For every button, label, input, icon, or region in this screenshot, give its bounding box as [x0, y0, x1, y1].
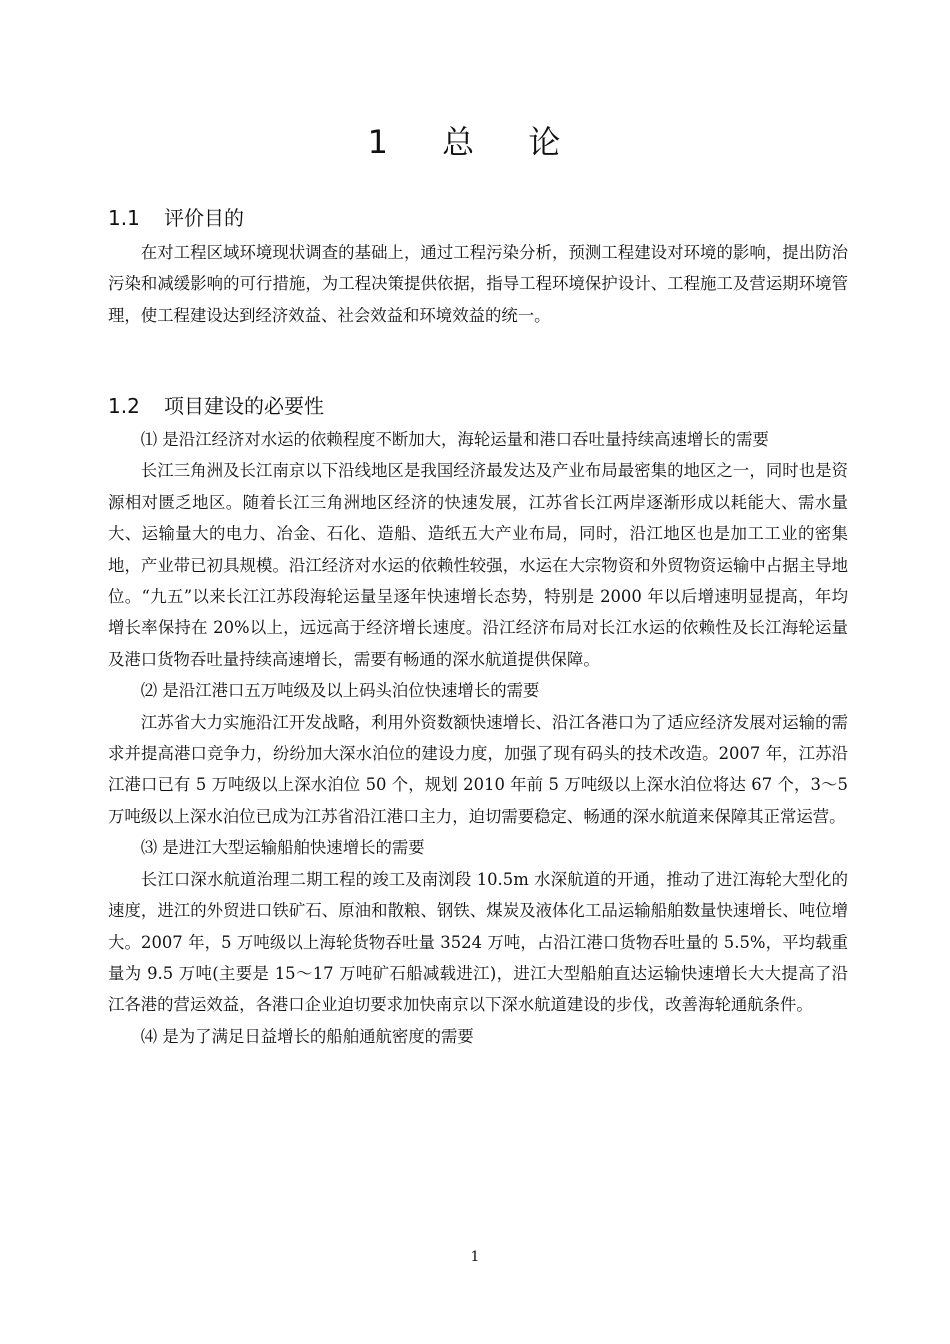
- item-body: 长江三角洲及长江南京以下沿线地区是我国经济最发达及产业布局最密集的地区之一，同时也是资源相对匮乏地区。随着长江三角洲地区经济的快速发展，江苏省长江两岸逐渐形成以耗能大、需水量大、运输量大的电力、冶金、石化、造船、造纸五大产业布局，同时，沿江地区也是加工工业的密集地，产业带已初具规模。沿江经济对水运的依赖性较强，水运在大宗物资和外贸物资运输中占据主导地位。“九五”以来长江江苏段海轮运量呈逐年快速增长态势，特别是 2000 年以后增速明显提高，年均增长率保持在 20%以上，远远高于经济增长速度。沿江经济布局对长江水运的依赖性及长江海轮运量及港口货物吞吐量持续高速增长，需要有畅通的深水航道提供保障。: [108, 461, 848, 669]
- section-number: 1.1: [108, 206, 140, 230]
- page-number: 1: [470, 1249, 480, 1265]
- section-heading: [108, 203, 848, 233]
- item-body: 江苏省大力实施沿江开发战略，利用外资数额快速增长、沿江各港口为了适应经济发展对运输的需求并提高港口竞争力，纷纷加大深水泊位的建设力度，加强了现有码头的技术改造。2007 年，江苏沿江港口已有 5 万吨级以上深水泊位 50 个，规划 2010 年前 5 万吨级以上深水泊位将达 67 个，3～5 万吨级以上深水泊位已成为江苏省沿江港口主力，迫切需要稳定、畅通的深水航道来保障其正常运营。: [108, 712, 848, 826]
- item-heading: ⑵ 是沿江港口五万吨级及以上码头泊位快速增长的需要: [140, 681, 540, 701]
- section-heading: [108, 391, 848, 421]
- item-list: [108, 424, 848, 1052]
- section-number: 1.2: [108, 394, 140, 418]
- chapter-title: 1 总 论: [367, 123, 583, 161]
- item-body: 长江口深水航道治理二期工程的竣工及南浏段 10.5m 水深航道的开通，推动了进江海轮大型化的速度，进江的外贸进口铁矿石、原油和散粮、钢铁、煤炭及液体化工品运输船舶数量快速增长、吨位增大。2007 年，5 万吨级以上海轮货物吞吐量 3524 万吨，占沿江港口货物吞吐量的 5.5%，平均载重量为 9.5 万吨(主要是 15～17 万吨矿石船减载进江)，进江大型船舶直达运输快速增长大大提高了沿江各港的营运效益，各港口企业迫切要求加快南京以下深水航道建设的步伐，改善海轮通航条件。: [108, 869, 848, 1015]
- paragraph: 在对工程区域环境现状调查的基础上，通过工程污染分析，预测工程建设对环境的影响，提出防治污染和减缓影响的可行措施，为工程决策提供依据，指导工程环境保护设计、工程施工及营运期环境管理，使工程建设达到经济效益、社会效益和环境效益的统一。: [108, 243, 848, 325]
- item-heading: ⑴ 是沿江经济对水运的依赖程度不断加大，海轮运量和港口吞吐量持续高速增长的需要: [140, 430, 769, 449]
- item-heading: ⑶ 是进江大型运输船舶快速增长的需要: [140, 838, 425, 858]
- item-heading: ⑷ 是为了满足日益增长的船舶通航密度的需要: [140, 1026, 474, 1046]
- section-evaluation-purpose: [108, 203, 848, 331]
- section-title: 评价目的: [164, 206, 244, 230]
- section-project-necessity: [108, 391, 848, 1052]
- section-title: 项目建设的必要性: [164, 394, 324, 418]
